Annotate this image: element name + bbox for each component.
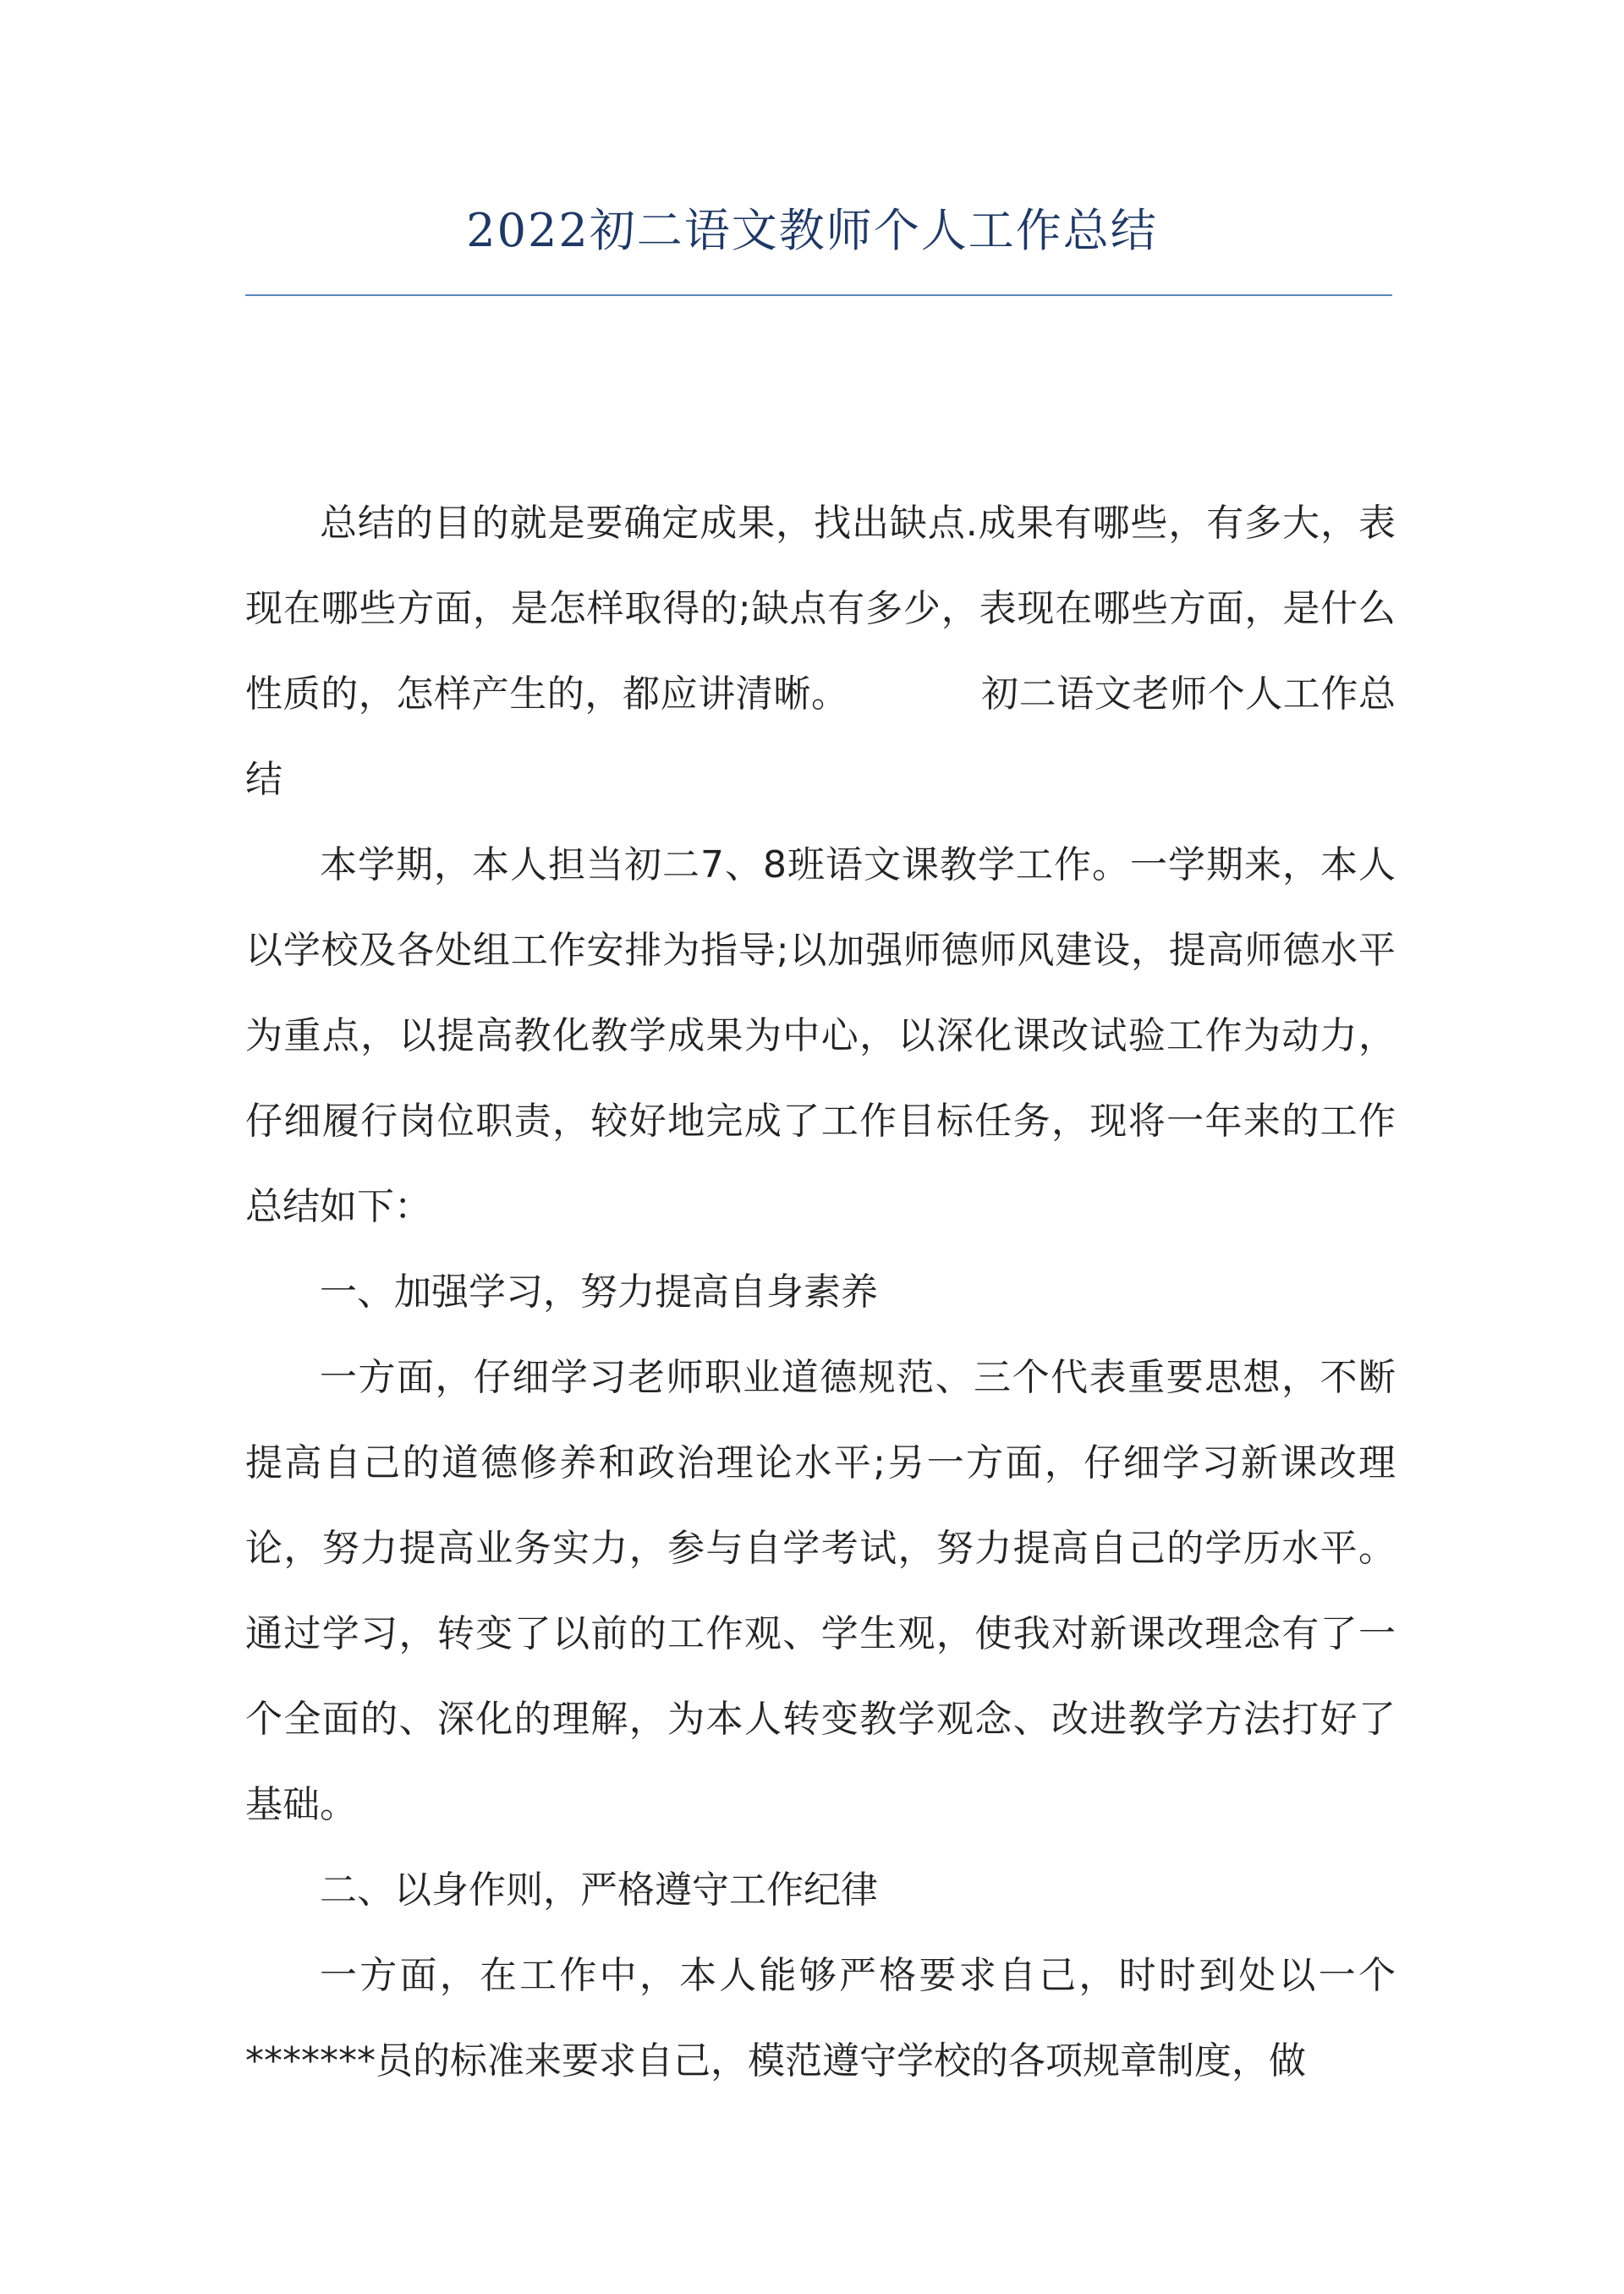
section-heading-2: 二、以身作则，严格遵守工作纪律 bbox=[320, 1869, 878, 1912]
paragraph-intro: 总结的目的就是要确定成果，找出缺点.成果有哪些，有多大，表现在哪些方面，是怎样取得的;缺点有多少，表现在哪些方面，是什么性质的，怎样产生的，都应讲清晰。 初二语文老师个人工作总结 bbox=[245, 502, 1396, 801]
paragraph-section-1: 一方面，仔细学习老师职业道德规范、三个代表重要思想，不断提高自己的道德修养和政治理论水平;另一方面，仔细学习新课改理论，努力提高业务实力，参与自学考试，努力提高自己的学历水平。通过学习，转变了以前的工作观、学生观，使我对新课改理念有了一个全面的、深化的理解，为本人转变教学观念、改进教学方法打好了基础。 bbox=[245, 1356, 1396, 1826]
paragraph-overview: 本学期，本人担当初二7、8班语文课教学工作。一学期来，本人以学校及各处组工作安排为指导;以加强师德师风建设，提高师德水平为重点，以提高教化教学成果为中心，以深化课改试验工作为动力，仔细履行岗位职责，较好地完成了工作目标任务，现将一年来的工作总结如下： bbox=[245, 843, 1396, 1228]
document-title: 2022初二语文教师个人工作总结 bbox=[466, 204, 1158, 257]
title-underline bbox=[245, 294, 1392, 296]
document-body bbox=[245, 480, 1396, 2104]
paragraph-section-2: 一方面，在工作中，本人能够严格要求自己，时时到处以一个*******员的标准来要求自己，模范遵守学校的各项规章制度，做 bbox=[245, 1954, 1396, 2083]
section-heading-1: 一、加强学习，努力提高自身素养 bbox=[320, 1270, 878, 1314]
